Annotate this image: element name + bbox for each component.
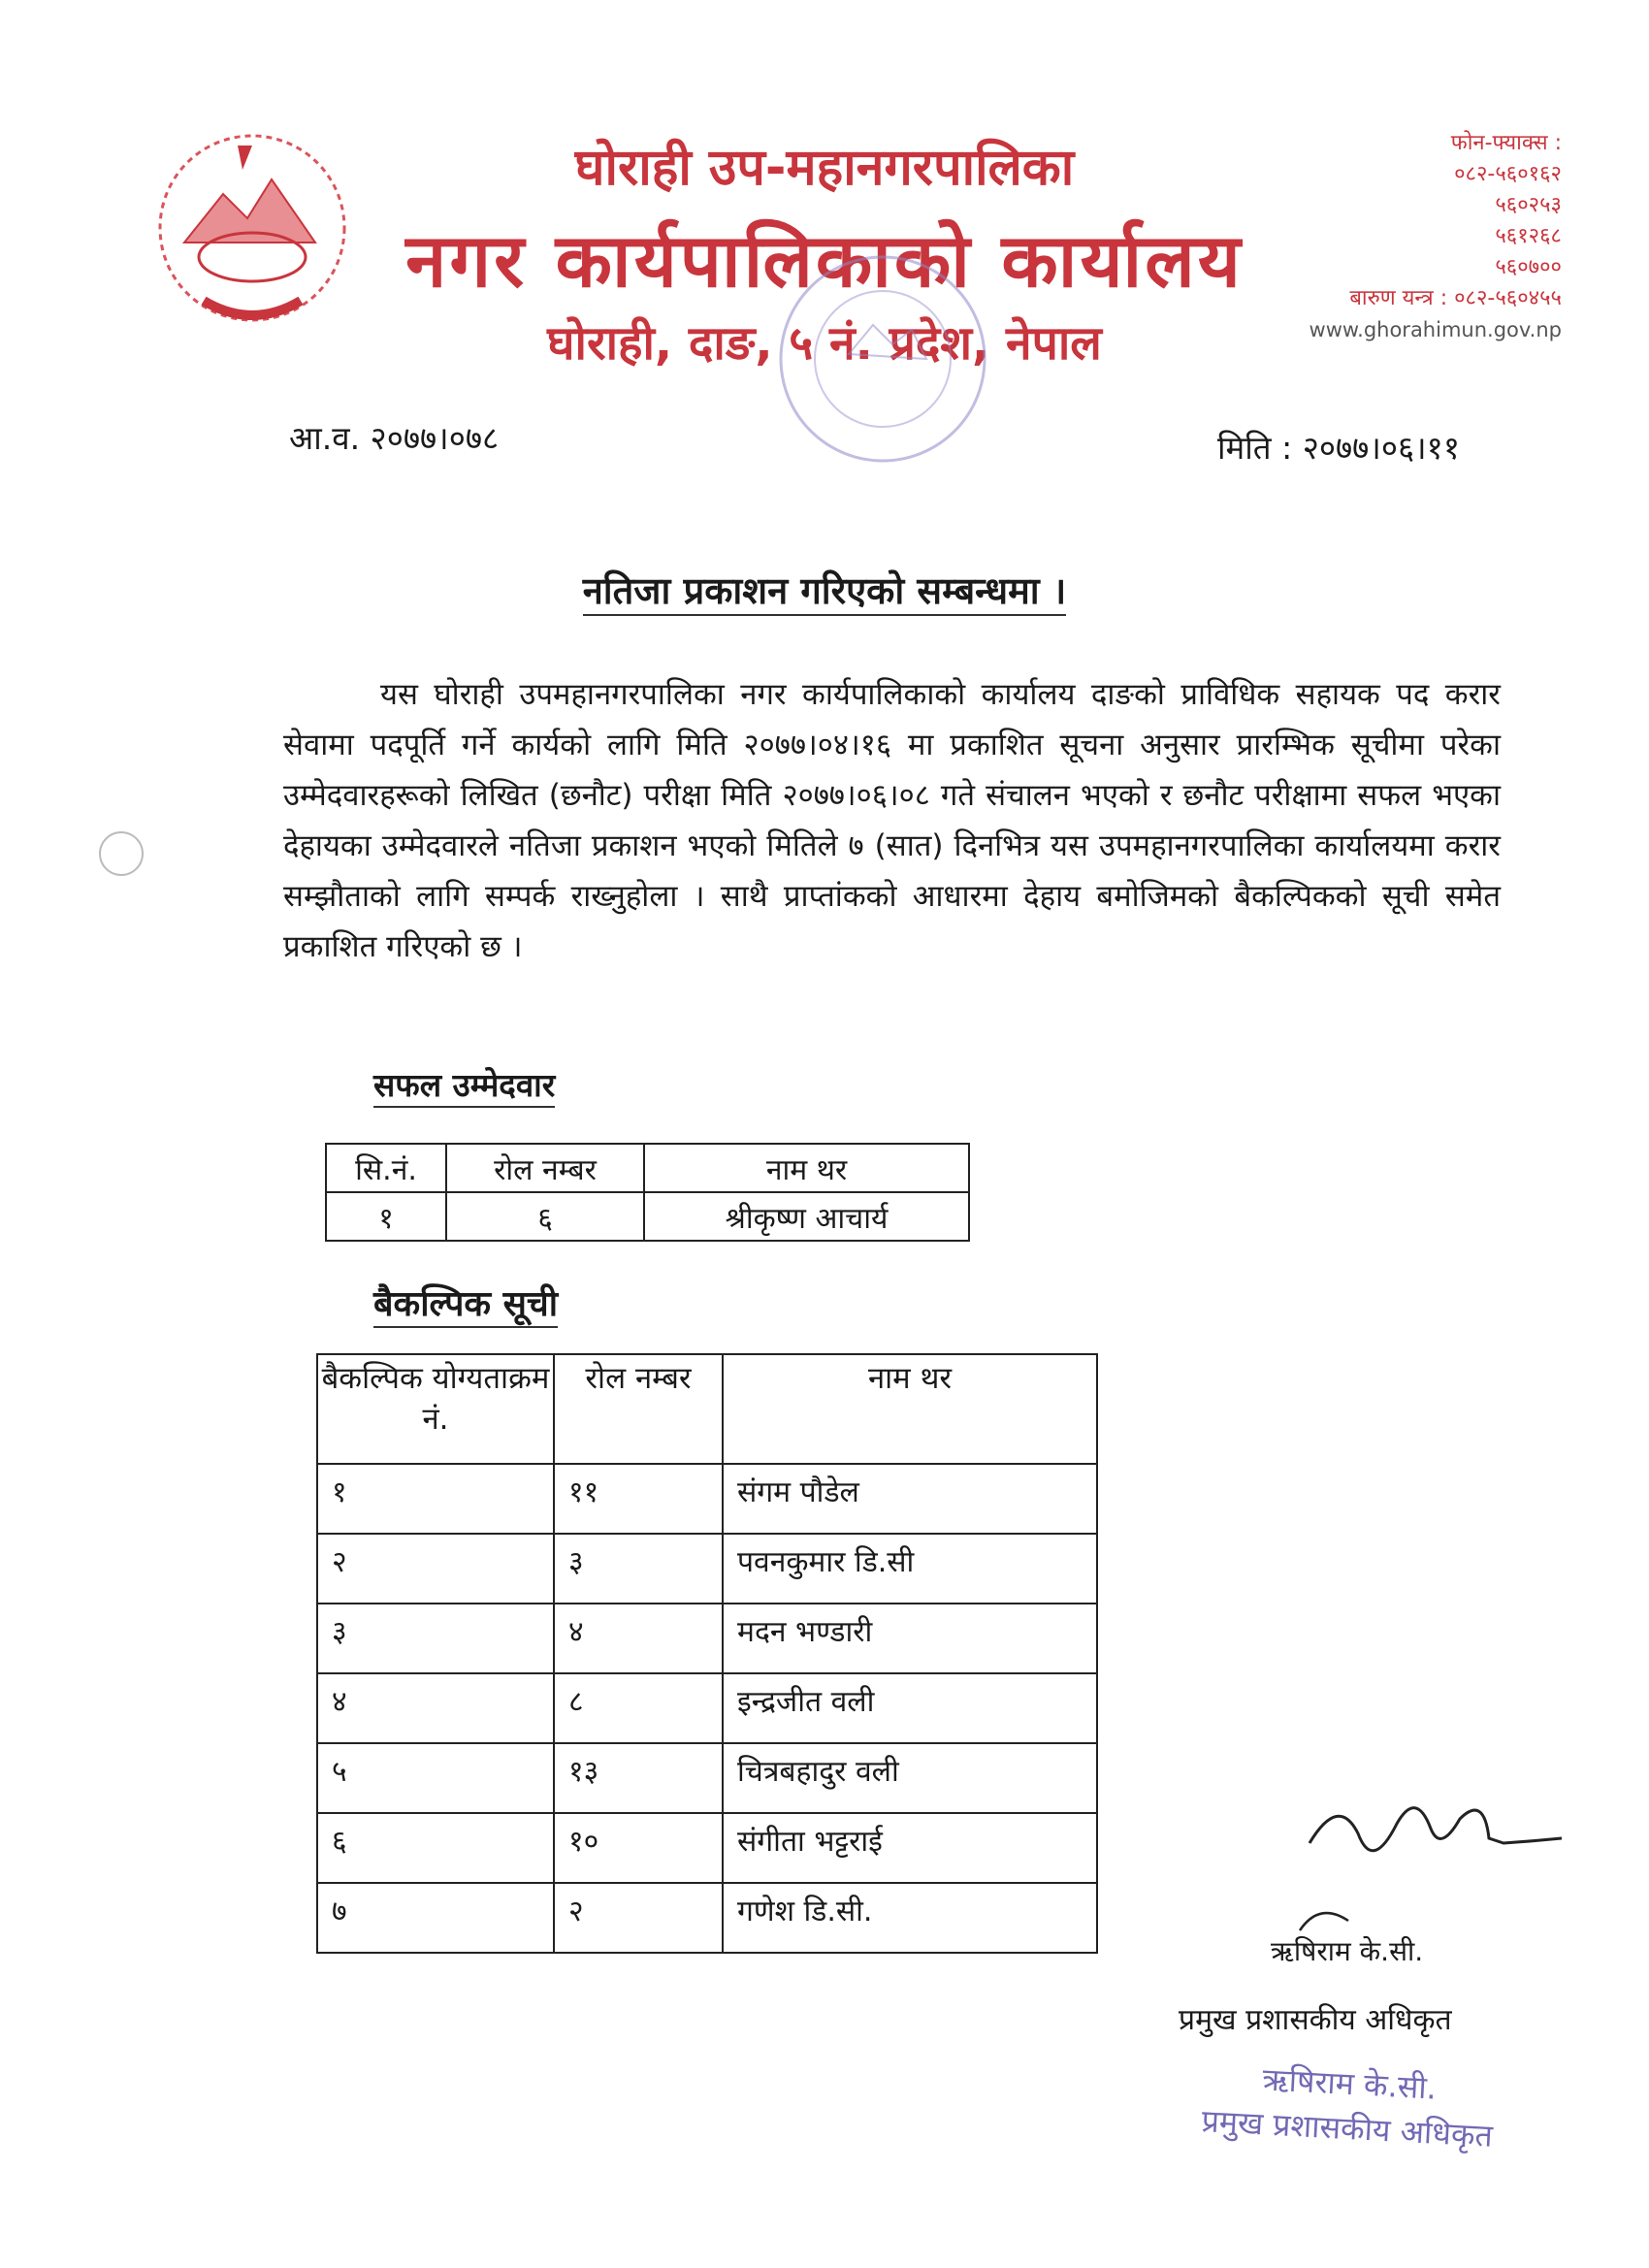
cell-serial: १ <box>326 1192 446 1241</box>
subject-line <box>0 565 1649 615</box>
cell-roll: २ <box>554 1883 723 1953</box>
successful-heading: सफल उम्मेदवार <box>373 1062 555 1108</box>
table-header-row <box>317 1354 1097 1464</box>
cell-name: इन्द्रजीत वली <box>723 1673 1097 1743</box>
name-stamp <box>1172 2053 1525 2160</box>
letterhead-office: नगर कार्यपालिकाको कार्यालय <box>405 217 1244 304</box>
cell-rank: ५ <box>317 1743 554 1813</box>
cell-rank: ६ <box>317 1813 554 1883</box>
table-row <box>317 1883 1097 1953</box>
col-roll: रोल नम्बर <box>554 1354 723 1464</box>
table-row <box>317 1534 1097 1604</box>
phone-1: ०८२-५६०१६२ <box>1454 162 1562 186</box>
stamp-name: ऋषिराम के.सी. <box>1261 2060 1438 2107</box>
phone-3: ५६१२६८ <box>1495 224 1562 248</box>
cell-roll: १३ <box>554 1743 723 1813</box>
cell-rank: ७ <box>317 1883 554 1953</box>
col-rank: बैकल्पिक योग्यताक्रम नं. <box>317 1354 554 1464</box>
cell-name: पवनकुमार डि.सी <box>723 1534 1097 1604</box>
signatory-title: प्रमुख प्रशासकीय अधिकृत <box>1179 2003 1452 2037</box>
table-row <box>317 1464 1097 1534</box>
cell-roll: ८ <box>554 1673 723 1743</box>
col-name: नाम थर <box>723 1354 1097 1464</box>
cell-rank: २ <box>317 1534 554 1604</box>
letterhead-address: घोराही, दाङ, ५ नं. प्रदेश, नेपाल <box>547 316 1102 371</box>
cell-rank: ४ <box>317 1673 554 1743</box>
cell-roll: ११ <box>554 1464 723 1534</box>
contact-block <box>1251 128 1562 345</box>
col-name: नाम थर <box>644 1144 969 1192</box>
website-link[interactable]: www.ghorahimun.gov.np <box>1309 318 1562 341</box>
alternate-list-table <box>316 1353 1098 1954</box>
table-row <box>317 1673 1097 1743</box>
office-seal <box>766 247 999 470</box>
alternate-heading: बैकल्पिक सूची <box>373 1279 558 1328</box>
table-row <box>317 1813 1097 1883</box>
cell-name: चित्रबहादुर वली <box>723 1743 1097 1813</box>
table-row <box>326 1192 969 1241</box>
phone-2: ५६०२५३ <box>1495 193 1562 217</box>
cell-name: मदन भण्डारी <box>723 1604 1097 1673</box>
handwritten-signature <box>1251 1785 1571 1950</box>
cell-name: संगम पौडेल <box>723 1464 1097 1534</box>
cell-roll: १० <box>554 1813 723 1883</box>
fire-service-phone: बारुण यन्त्र : ०८२-५६०४५५ <box>1349 286 1562 310</box>
subject-text: नतिजा प्रकाशन गरिएको सम्बन्धमा । <box>583 569 1067 616</box>
letterhead-municipality: घोराही उप-महानगरपालिका <box>574 139 1075 197</box>
cell-rank: ३ <box>317 1604 554 1673</box>
cell-name: संगीता भट्टराई <box>723 1813 1097 1883</box>
cell-rank: १ <box>317 1464 554 1534</box>
col-serial: सि.नं. <box>326 1144 446 1192</box>
cell-roll: ४ <box>554 1604 723 1673</box>
stamp-title: प्रमुख प्रशासकीय अधिकृत <box>1200 2102 1494 2155</box>
signatory-name: ऋषिराम के.सी. <box>1271 1935 1424 1967</box>
cell-roll: ६ <box>446 1192 644 1241</box>
successful-candidates-table <box>325 1143 970 1242</box>
col-roll: रोल नम्बर <box>446 1144 644 1192</box>
cell-roll: ३ <box>554 1534 723 1604</box>
table-row <box>317 1604 1097 1673</box>
fiscal-year: आ.व. २०७७।०७८ <box>289 419 500 457</box>
punch-hole <box>97 829 146 878</box>
cell-name: गणेश डि.सी. <box>723 1883 1097 1953</box>
body-paragraph: यस घोराही उपमहानगरपालिका नगर कार्यपालिकाको कार्यालय दाङको प्राविधिक सहायक पद करार सेवामा पदपूर्ति गर्ने कार्यको लागि मिति २०७७।०४।१६ मा प्रकाशित सूचना अनुसार प्रारम्भिक सूचीमा परेका उम्मेदवारहरूको लिखित (छनौट) परीक्षा मिति २०७७।०६।०८ गते संचालन भएको र छनौट परीक्षामा सफल भएका देहायका उम्मेदवारले नतिजा प्रकाशन भएको मितिले ७ (सात) दिनभित्र यस उपमहानगरपालिका कार्यालयमा करार सम्झौताको लागि सम्पर्क राख्नुहोला । साथै प्राप्तांकको आधारमा देहाय बमोजिमको बैकल्पिकको सूची समेत प्रकाशित गरिएको छ । <box>283 677 1501 964</box>
table-header-row <box>326 1144 969 1192</box>
cell-name: श्रीकृष्ण आचार्य <box>644 1192 969 1241</box>
phone-4: ५६०७०० <box>1495 255 1562 279</box>
table-row <box>317 1743 1097 1813</box>
letter-date: मिति : २०७७।०६।११ <box>1216 429 1460 467</box>
contact-label: फोन-फ्याक्स : <box>1450 131 1562 155</box>
